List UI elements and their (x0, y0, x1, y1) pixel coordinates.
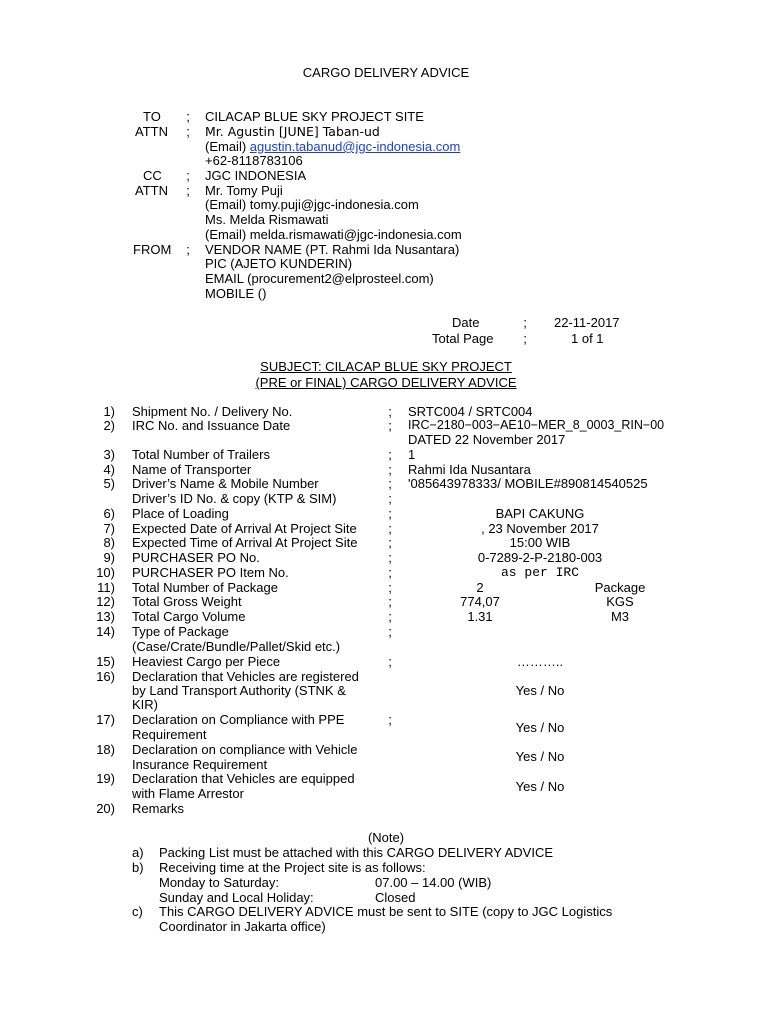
note-text: This CARGO DELIVERY ADVICE must be sent to SITE (copy to JGC Logistics (159, 904, 613, 919)
separator: ; (523, 331, 527, 346)
notes-heading: (Note) (367, 830, 405, 845)
item-value: 1.31 (467, 609, 493, 624)
item-value: SRTC004 / SRTC004 (408, 404, 533, 419)
item-number: 2) (103, 418, 115, 433)
separator: ; (388, 418, 392, 433)
cc-label: CC (143, 168, 162, 183)
item-number: 1) (103, 404, 115, 419)
item-number: 14) (96, 624, 115, 639)
item-number: 3) (103, 447, 115, 462)
attn-email (205, 139, 460, 154)
to-label: TO (143, 109, 161, 124)
item-label: PURCHASER PO Item No. (132, 565, 289, 580)
item-value: 2 (476, 580, 484, 595)
separator: ; (523, 315, 527, 330)
item-number: 4) (103, 462, 115, 477)
separator: ; (186, 109, 190, 124)
item-value: IRC−2180−003−AE10−MER_8_0003_RIN−00 (408, 418, 665, 432)
item-number: 19) (96, 771, 115, 786)
item-value: as per IRC (500, 565, 579, 580)
item-label: IRC No. and Issuance Date (132, 418, 291, 433)
item-label: Total Cargo Volume (132, 609, 246, 624)
note-row-label: Sunday and Local Holiday: (159, 890, 314, 905)
separator: ; (186, 242, 190, 257)
item-number: 10) (96, 565, 115, 580)
attn-phone: +62-8118783106 (205, 153, 303, 168)
separator: ; (388, 550, 392, 565)
item-label: Place of Loading (132, 506, 229, 521)
attn-name: Mr. Tomy Puji (205, 183, 283, 198)
separator: ; (388, 491, 392, 506)
attn-email: (Email) melda.rismawati@jgc-indonesia.com (205, 227, 462, 242)
item-label: Requirement (132, 727, 207, 742)
item-value: 0-7289-2-P-2180-003 (477, 550, 603, 565)
attn-email: (Email) tomy.puji@jgc-indonesia.com (205, 197, 419, 212)
date-value: 22-11-2017 (554, 315, 620, 330)
item-label: Total Gross Weight (132, 594, 242, 609)
from-email: EMAIL (procurement2@elprosteel.com) (205, 271, 434, 286)
item-value: 1 (408, 447, 416, 462)
from-pic: PIC (AJETO KUNDERIN) (205, 256, 353, 271)
item-label: (Case/Crate/Bundle/Pallet/Skid etc.) (132, 639, 341, 654)
separator: ; (388, 565, 392, 580)
item-value: Yes / No (515, 683, 565, 698)
attn-label: ATTN (135, 124, 168, 139)
item-value: 774,07 (460, 594, 500, 609)
email-prefix: (Email) (205, 139, 250, 154)
from-label: FROM (133, 242, 172, 257)
attn-name: Mr. Agustin [JUNE] Taban-ud (205, 124, 380, 139)
item-label: with Flame Arrestor (132, 786, 244, 801)
item-label: Driver’s ID No. & copy (KTP & SIM) (132, 491, 337, 506)
from-mobile: MOBILE () (205, 286, 267, 301)
separator: ; (388, 476, 392, 491)
item-number: 9) (103, 550, 115, 565)
item-label: Expected Date of Arrival At Project Site (132, 521, 357, 536)
item-label: by Land Transport Authority (STNK & (132, 683, 346, 698)
separator: ; (388, 712, 392, 727)
item-number: 15) (96, 654, 115, 669)
note-text: Receiving time at the Project site is as follows: (159, 860, 426, 875)
total-page-label: Total Page (432, 331, 494, 346)
note-marker: b) (132, 860, 144, 875)
subject-line-1: SUBJECT: CILACAP BLUE SKY PROJECT (260, 359, 512, 374)
item-value: 15:00 WIB (509, 535, 571, 550)
item-value: '085643978333/ MOBILE#890814540525 (408, 476, 648, 491)
item-number: 8) (103, 535, 115, 550)
item-value: Yes / No (515, 779, 565, 794)
item-number: 20) (96, 801, 115, 816)
item-label: Remarks (132, 801, 185, 816)
item-value: Yes / No (515, 749, 565, 764)
item-label: Declaration that Vehicles are equipped (132, 771, 355, 786)
item-label: Driver’s Name & Mobile Number (132, 476, 319, 491)
subject-line-2: (PRE or FINAL) CARGO DELIVERY ADVICE (255, 375, 517, 390)
separator: ; (186, 124, 190, 139)
item-unit: Package (594, 580, 646, 595)
date-label: Date (452, 315, 480, 330)
separator: ; (388, 506, 392, 521)
item-label: Total Number of Trailers (132, 447, 270, 462)
item-value: DATED 22 November 2017 (408, 432, 566, 447)
item-label: Total Number of Package (132, 580, 278, 595)
separator: ; (388, 609, 392, 624)
item-number: 7) (103, 521, 115, 536)
separator: ; (388, 654, 392, 669)
item-label: Insurance Requirement (132, 757, 268, 772)
note-row-label: Monday to Saturday: (159, 875, 279, 890)
separator: ; (388, 404, 392, 419)
note-text: Coordinator in Jakarta office) (159, 919, 326, 934)
item-number: 11) (97, 580, 115, 595)
attn-name: Ms. Melda Rismawati (205, 212, 329, 227)
to-value: CILACAP BLUE SKY PROJECT SITE (205, 109, 424, 124)
item-label: Declaration that Vehicles are registered (132, 669, 359, 684)
email-link[interactable]: agustin.tabanud@jgc-indonesia.com (249, 139, 461, 154)
separator: ; (388, 462, 392, 477)
separator: ; (388, 521, 392, 536)
item-number: 5) (103, 476, 115, 491)
from-vendor: VENDOR NAME (PT. Rahmi Ida Nusantara) (205, 242, 460, 257)
separator: ; (388, 624, 392, 639)
note-marker: c) (132, 904, 143, 919)
note-marker: a) (132, 845, 144, 860)
separator: ; (186, 183, 190, 198)
item-value: , 23 November 2017 (481, 521, 599, 536)
item-unit: KGS (606, 594, 634, 609)
item-label: KIR) (132, 697, 158, 712)
item-value: Yes / No (515, 720, 565, 735)
separator: ; (388, 447, 392, 462)
item-number: 17) (96, 712, 115, 727)
attn-label: ATTN (135, 183, 168, 198)
separator: ; (388, 535, 392, 550)
item-label: Shipment No. / Delivery No. (132, 404, 293, 419)
item-value: BAPI CAKUNG (495, 506, 585, 521)
item-label: Expected Time of Arrival At Project Site (132, 535, 358, 550)
item-number: 18) (96, 742, 115, 757)
item-value: ……….. (516, 654, 564, 669)
item-number: 6) (103, 506, 115, 521)
item-label: Name of Transporter (132, 462, 252, 477)
item-value: Rahmi Ida Nusantara (408, 462, 531, 477)
item-label: Declaration on Compliance with PPE (132, 712, 345, 727)
separator: ; (186, 168, 190, 183)
item-label: Heaviest Cargo per Piece (132, 654, 281, 669)
item-number: 16) (96, 669, 115, 684)
total-page-value: 1 of 1 (571, 331, 604, 346)
separator: ; (388, 580, 392, 595)
item-number: 12) (96, 594, 115, 609)
item-number: 13) (96, 609, 115, 624)
item-label: Declaration on compliance with Vehicle (132, 742, 358, 757)
note-row-value: Closed (375, 890, 416, 905)
item-label: PURCHASER PO No. (132, 550, 260, 565)
note-text: Packing List must be attached with this CARGO DELIVERY ADVICE (159, 845, 554, 860)
document-title: CARGO DELIVERY ADVICE (302, 65, 470, 80)
note-row-value: 07.00 – 14.00 (WIB) (375, 875, 492, 890)
cc-value: JGC INDONESIA (205, 168, 307, 183)
item-label: Type of Package (132, 624, 229, 639)
item-unit: M3 (610, 609, 630, 624)
separator: ; (388, 594, 392, 609)
